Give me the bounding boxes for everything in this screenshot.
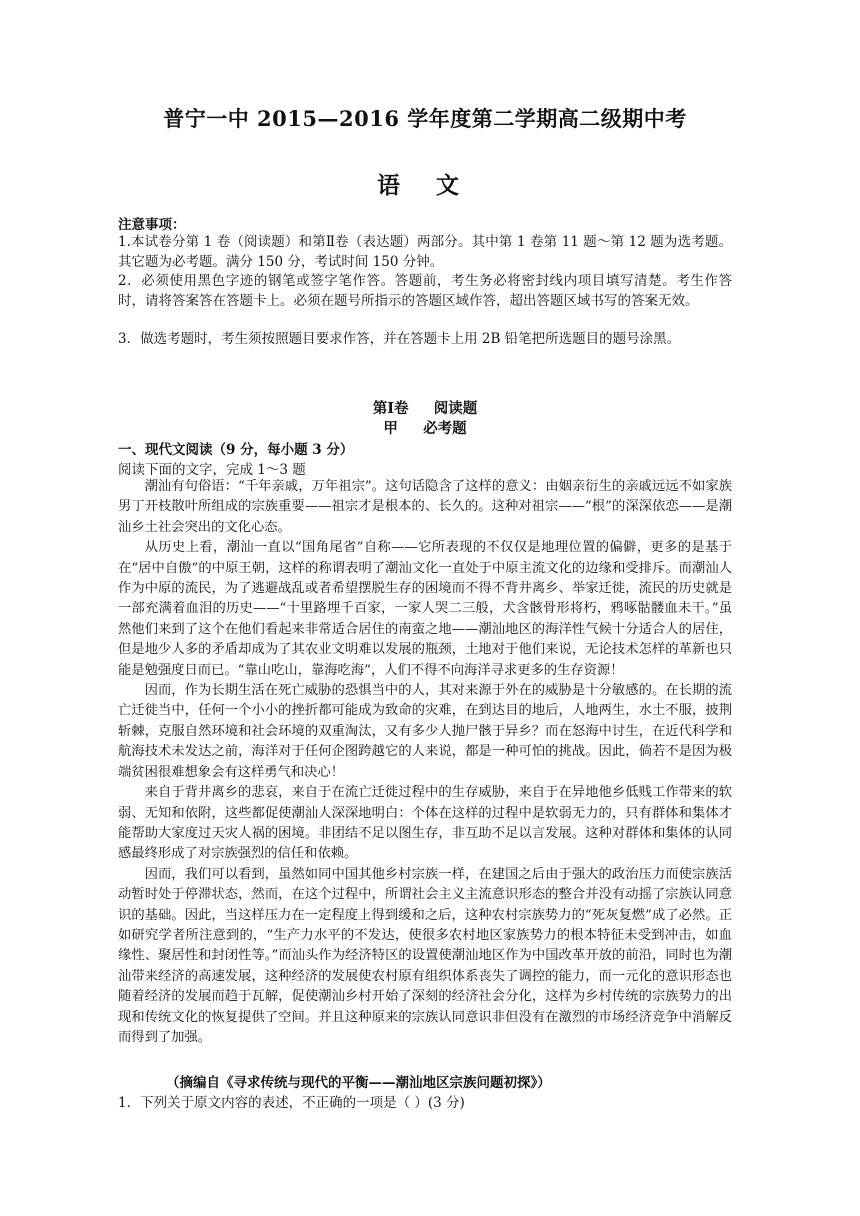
passage-source: （摘编自《寻求传统与现代的平衡——潮汕地区宗族问题初探》） xyxy=(166,1075,551,1091)
notice-item-3: 3．做选考题时，考生须按照题目要求作答，并在答题卡上用 2B 铅笔把所选题目的题号涂黑。 xyxy=(118,331,681,347)
volume-title: 第Ⅰ卷 阅读题 xyxy=(372,400,478,417)
passage-paragraph-5: 因而，我们可以看到，虽然如同中国其他乡村宗族一样，在建国之后由于强大的政治压力而使宗族活动暂时处于停滞状态，然而，在这个过程中，所谓社会主义主流意识形态的整合并没有动摇了宗族认同意识的基础。因此，当这样压力在一定程度上得到缓和之后，这种农村宗族势力的“死灰复燃”成了必然。正如研究学者所注意到的，“生产力水平的不发达，使很多农村地区家族势力的根本特征未受到冲击，如血缘性、聚居性和封闭性等。”而汕头作为经济特区的设置使潮汕地区作为中国改革开放的前沿，同时也为潮汕带来经济的高速发展，这种经济的发展使农村原有组织体系丧失了调控的能力，而一元化的意识形态也随着经济的发展而趋于瓦解，促使潮汕乡村开始了深刻的经济社会分化，这样为乡村传统的宗族势力的出现和传统文化的恢复提供了空间。并且这种原来的宗族认同意识非但没有在激烈的市场经济竞争中消解反而得到了加强。 xyxy=(118,866,732,1045)
section-heading: 一、现代文阅读（9 分，每小题 3 分） xyxy=(118,442,354,458)
question-1: 1．下列关于原文内容的表述，不正确的一项是（ ）(3 分) xyxy=(118,1095,465,1111)
notice-item-1: 1.本试卷分第 1 卷（阅读题）和第Ⅱ卷（表达题）两部分。其中第 1 卷第 11 题～第 12 题为选考题。其它题为必考题。满分 150 分，考试时间 150 分钟。 xyxy=(118,234,732,270)
reading-instruction: 阅读下面的文字，完成 1～3 题 xyxy=(118,462,306,478)
exam-title: 普宁一中 2015—2016 学年度第二学期高二级期中考 xyxy=(163,106,687,131)
reading-passage xyxy=(118,477,732,1048)
notice-heading: 注意事项： xyxy=(118,217,186,233)
passage-paragraph-1: 潮汕有句俗语：“千年亲戚，万年祖宗”。这句话隐含了这样的意义：由姻亲衍生的亲戚远远不如家族男丁开枝散叶所组成的宗族重要——祖宗才是根本的、长久的。这种对祖宗——“根”的深深依恋——是潮汕乡土社会突出的文化心态。 xyxy=(118,479,732,535)
passage-paragraph-2: 从历史上看，潮汕一直以“国角尾省”自称——它所表现的不仅仅是地理位置的偏僻，更多的是基于在“居中自傲”的中原王朝，这样的称谓表明了潮汕文化一直处于中原主流文化的边缘和受排斥。而潮汕人作为中原的流民，为了逃避战乱或者希望摆脱生存的困境而不得不背井离乡、举家迁徙，流民的历史就是一部充满着血泪的历史——“十里路埋千百家，一家人哭二三般，犬含骸骨形将朽，鸦啄骷髅血未干。”虽然他们来到了这个在他们看起来非常适合居住的南蛮之地——潮汕地区的海洋性气候十分适合人的居住，但是地少人多的矛盾却成为了其农业文明难以发展的瓶颈，土地对于他们来说，无论技术怎样的革新也只能是勉强度日而已。“靠山吃山，靠海吃海”，人们不得不向海洋寻求更多的生存资源！ xyxy=(118,540,732,678)
subject-title: 语 文 xyxy=(376,172,473,199)
part-title: 甲 必考题 xyxy=(383,420,467,437)
notice-item-2: 2．必须使用黑色字迹的钢笔或签字笔作答。答题前，考生务必将密封线内项目填写清楚。考生作答时，请将答案答在答题卡上。必须在题号所指示的答题区域作答，超出答题区域书写的答案无效。 xyxy=(118,273,732,309)
passage-paragraph-3: 因而，作为长期生活在死亡威胁的恐惧当中的人，其对来源于外在的威胁是十分敏感的。在长期的流亡迁徙当中，任何一个小小的挫折都可能成为致命的灾难，在到达目的地后，人地两生，水土不服，披荆斩棘，克服自然环境和社会环境的双重淘汰，又有多少人抛尸骸于异乡？而在怒海中讨生，在近代科学和航海技术未发达之前，海洋对于任何企图跨越它的人来说，都是一种可怕的挑战。因此，倘若不是因为极端贫困很难想象会有这样勇气和决心！ xyxy=(118,683,732,780)
passage-paragraph-4: 来自于背井离乡的悲哀，来自于在流亡迁徙过程中的生存威胁，来自于在异地他乡低贱工作带来的软弱、无知和依附，这些都促使潮汕人深深地明白：个体在这样的过程中是软弱无力的，只有群体和集体才能帮助大家度过天灾人祸的困境。非团结不足以图生存，非互助不足以言发展。这种对群体和集体的认同感最终形成了对宗族强烈的信任和依赖。 xyxy=(118,785,732,862)
